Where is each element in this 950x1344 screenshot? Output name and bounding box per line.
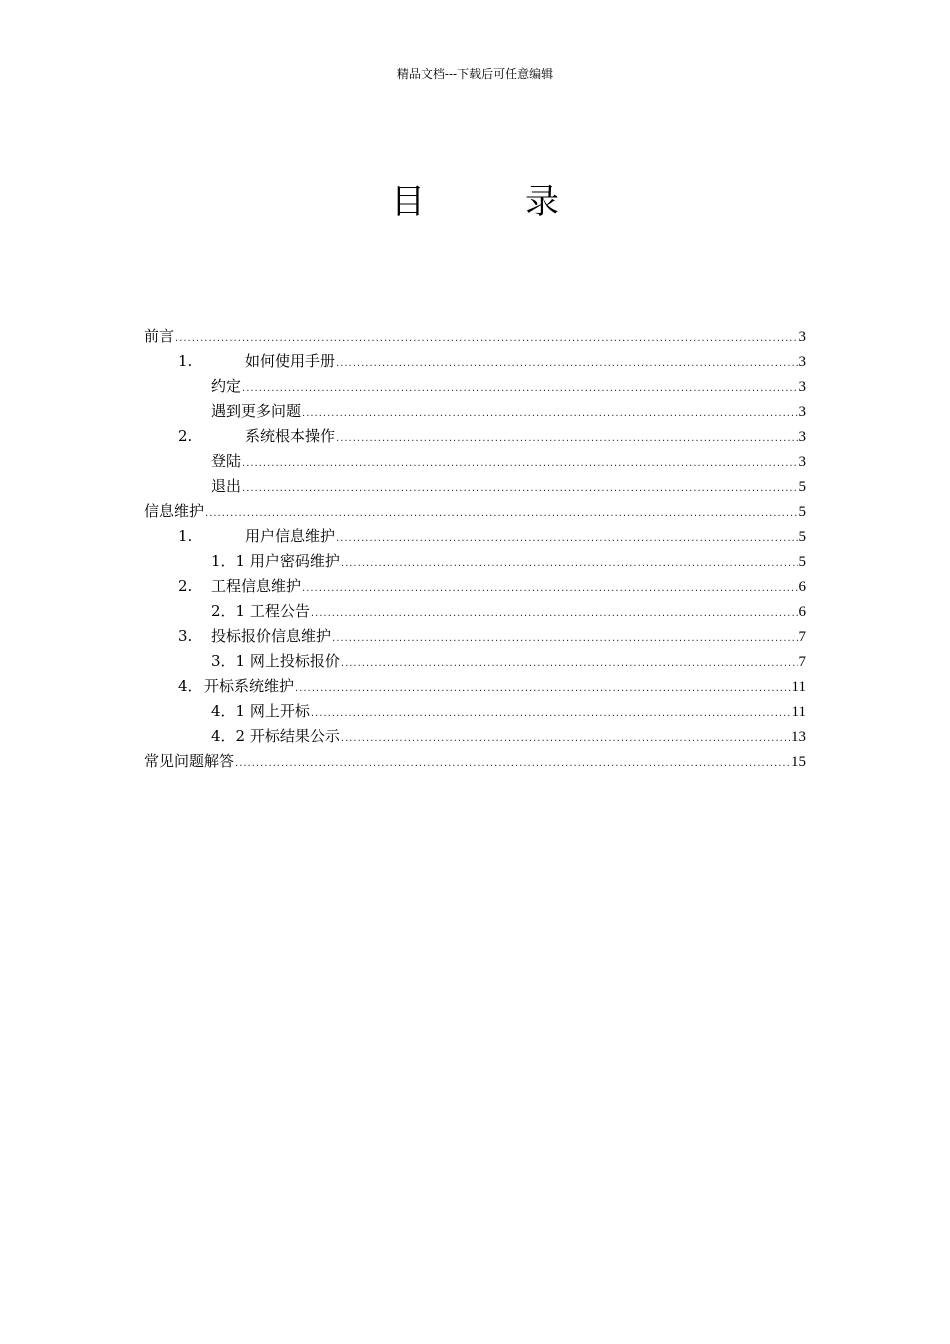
- toc-entry[interactable]: [144, 549, 806, 574]
- toc-entry[interactable]: [144, 324, 806, 349]
- toc-entry-page: 13: [791, 729, 806, 745]
- toc-leader: [242, 476, 797, 501]
- toc-entry-page: 11: [791, 704, 806, 720]
- toc-leader: [311, 601, 798, 626]
- toc-entry-label: 前言: [144, 327, 175, 345]
- toc-entry[interactable]: [144, 524, 806, 549]
- toc-entry-page: 7: [798, 654, 806, 670]
- toc-leader: [336, 426, 797, 451]
- toc-entry[interactable]: [144, 449, 806, 474]
- toc-entry-page: 3: [798, 429, 806, 445]
- toc-leader: [242, 376, 797, 401]
- toc-entry-label: 如何使用手册: [245, 352, 336, 370]
- toc-entry-page: 3: [798, 329, 806, 345]
- toc-leader: [336, 526, 797, 551]
- toc-entry-page: 5: [798, 529, 806, 545]
- toc-leader: [295, 676, 791, 701]
- toc-entry-label: 登陆: [211, 452, 242, 470]
- toc-entry-page: 5: [798, 554, 806, 570]
- toc-entry-label: 网上投标报价: [249, 652, 340, 670]
- toc-entry-label: 信息维护: [144, 502, 205, 520]
- toc-entry[interactable]: [144, 499, 806, 524]
- table-of-contents: [144, 324, 806, 774]
- toc-entry-label: 工程公告: [249, 602, 310, 620]
- toc-entry-number: 4．2: [211, 727, 246, 745]
- toc-leader: [242, 451, 797, 476]
- toc-entry[interactable]: [144, 474, 806, 499]
- toc-entry-label: 系统根本操作: [245, 427, 336, 445]
- toc-entry[interactable]: [144, 674, 806, 699]
- toc-entry[interactable]: [144, 399, 806, 424]
- toc-entry-label: 常见问题解答: [144, 752, 235, 770]
- toc-leader: [235, 751, 790, 776]
- toc-entry[interactable]: [144, 749, 806, 774]
- toc-entry-label: 约定: [211, 377, 242, 395]
- toc-leader: [175, 326, 797, 351]
- toc-leader: [336, 351, 797, 376]
- toc-entry[interactable]: [144, 424, 806, 449]
- toc-entry[interactable]: [144, 374, 806, 399]
- toc-leader: [311, 701, 791, 726]
- toc-entry-page: 3: [798, 404, 806, 420]
- toc-entry-page: 6: [798, 604, 806, 620]
- toc-leader: [302, 576, 797, 601]
- toc-entry-page: 3: [798, 379, 806, 395]
- toc-leader: [341, 551, 798, 576]
- toc-entry-number: 1.: [178, 352, 193, 370]
- toc-leader: [332, 626, 797, 651]
- page-header: 精品文档---下载后可任意编辑: [396, 67, 554, 81]
- toc-title: [0, 180, 950, 224]
- toc-entry[interactable]: [144, 349, 806, 374]
- toc-entry-page: 15: [791, 754, 806, 770]
- toc-entry-label: 开标系统维护: [204, 677, 295, 695]
- toc-entry-number: 2.: [178, 577, 193, 595]
- toc-leader: [341, 651, 798, 676]
- toc-entry-label: 用户密码维护: [249, 552, 340, 570]
- toc-entry-label: 退出: [211, 477, 242, 495]
- toc-entry-number: 2．1: [211, 602, 246, 620]
- toc-entry-page: 5: [798, 479, 806, 495]
- toc-entry-label: 投标报价信息维护: [211, 627, 332, 645]
- toc-title-char-2: 录: [525, 182, 559, 222]
- toc-entry-number: 4．: [178, 677, 203, 695]
- toc-title-char-1: 目: [391, 182, 425, 222]
- toc-entry-number: 3．1: [211, 652, 246, 670]
- toc-entry-label: 遇到更多问题: [211, 402, 302, 420]
- toc-entry-number: 1.: [178, 527, 193, 545]
- toc-leader: [205, 501, 797, 526]
- toc-entry-page: 6: [798, 579, 806, 595]
- toc-entry[interactable]: [144, 574, 806, 599]
- toc-entry-page: 11: [791, 679, 806, 695]
- toc-entry-label: 网上开标: [249, 702, 310, 720]
- toc-entry-number: 2.: [178, 427, 193, 445]
- toc-entry[interactable]: [144, 624, 806, 649]
- toc-entry-label: 用户信息维护: [245, 527, 336, 545]
- toc-entry-number: 1．1: [211, 552, 246, 570]
- toc-entry[interactable]: [144, 599, 806, 624]
- toc-entry-page: 3: [798, 354, 806, 370]
- toc-leader: [302, 401, 797, 426]
- toc-entry[interactable]: [144, 724, 806, 749]
- toc-entry-label: 开标结果公示: [249, 727, 340, 745]
- toc-entry-page: 3: [798, 454, 806, 470]
- toc-entry-number: 4．1: [211, 702, 246, 720]
- toc-entry-label: 工程信息维护: [211, 577, 302, 595]
- toc-entry-page: 7: [798, 629, 806, 645]
- toc-leader: [341, 726, 790, 751]
- toc-entry[interactable]: [144, 649, 806, 674]
- toc-entry-number: 3.: [178, 627, 193, 645]
- toc-entry[interactable]: [144, 699, 806, 724]
- toc-entry-page: 5: [798, 504, 806, 520]
